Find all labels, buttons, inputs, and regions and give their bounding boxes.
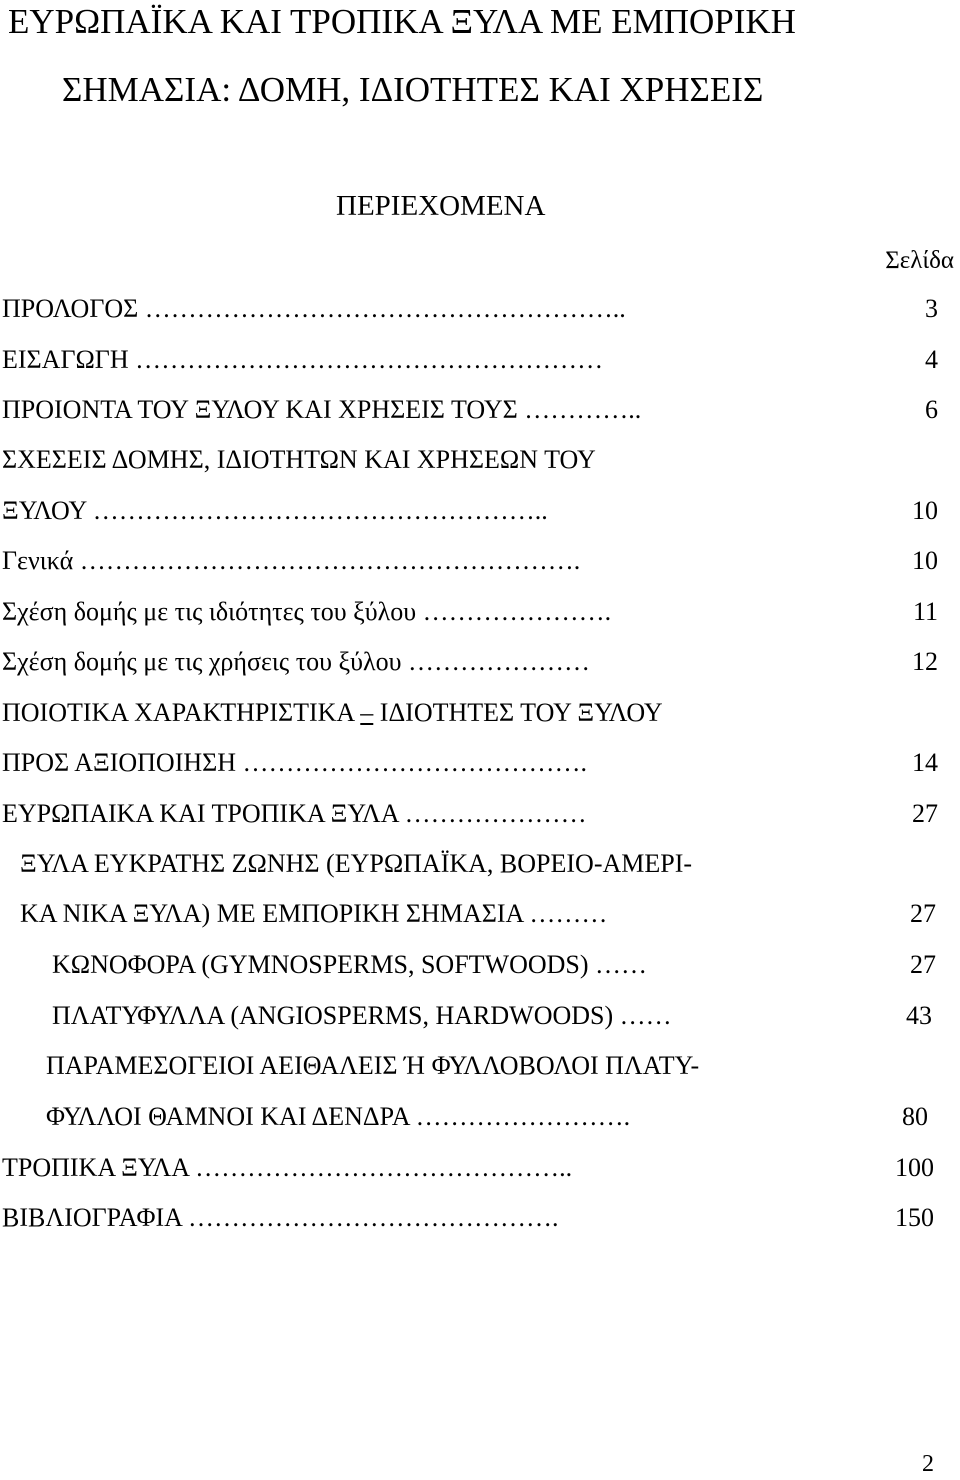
toc-entry-european-tropical-woods: ΕΥΡΩΠΑΙΚΑ ΚΑΙ ΤΡΟΠΙΚΑ ΞΥΛΑ ………………… <box>2 799 587 828</box>
toc-entry-quality-characteristics-line-2: ΠΡΟΣ ΑΞΙΟΠΟΙΗΣΗ …………………………………. <box>2 748 588 777</box>
toc-entry-temperate-woods-line-2: ΚΑ ΝΙΚΑ ΞΥΛΑ) ΜΕ ΕΜΠΟΡΙΚΗ ΣΗΜΑΣΙΑ ……… <box>20 899 608 928</box>
page-column-label: Σελίδα <box>885 247 954 274</box>
toc-quality-text-after: ΙΔΙΟΤΗΤΕΣ ΤΟΥ ΞΥΛΟΥ <box>373 698 663 727</box>
toc-page-broadleaves: 43 <box>906 1001 932 1030</box>
toc-entry-structure-uses: Σχέση δομής με τις χρήσεις του ξύλου ………………… <box>2 647 590 676</box>
toc-entry-tropical-woods: ΤΡΟΠΙΚΑ ΞΥΛΑ …………………………………….. <box>2 1153 573 1182</box>
toc-page-introduction: 4 <box>925 345 938 374</box>
toc-page-european-tropical-woods: 27 <box>912 799 938 828</box>
toc-quality-dash: – <box>360 698 374 727</box>
toc-entry-structure-properties: Σχέση δομής με τις ιδιότητες του ξύλου …………………. <box>2 597 612 626</box>
toc-quality-text-before: ΠΟΙΟΤΙΚΑ ΧΑΡΑΚΤΗΡΙΣΤΙΚΑ <box>2 698 361 727</box>
toc-page-structure-relations: 10 <box>912 496 938 525</box>
toc-entry-introduction: ΕΙΣΑΓΩΓΗ ……………………………………………… <box>2 345 604 374</box>
toc-entry-prologue: ΠΡΟΛΟΓΟΣ ……………………………………………….. <box>2 294 626 323</box>
toc-entry-wood-products: ΠΡΟΙΟΝΤΑ ΤΟΥ ΞΥΛΟΥ ΚΑΙ ΧΡΗΣΕΙΣ ΤΟΥΣ ………….. <box>2 395 642 424</box>
toc-page-mediterranean: 80 <box>902 1102 928 1131</box>
document-title-line-2: ΣΗΜΑΣΙΑ: ΔΟΜΗ, ΙΔΙΟΤΗΤΕΣ ΚΑΙ ΧΡΗΣΕΙΣ <box>62 70 764 109</box>
contents-heading: ΠΕΡΙΕΧΟΜΕΝΑ <box>336 190 546 222</box>
toc-page-quality-characteristics: 14 <box>912 748 938 777</box>
toc-entry-temperate-woods-line-1: ΞΥΛΑ ΕΥΚΡΑΤΗΣ ΖΩΝΗΣ (ΕΥΡΩΠΑΪΚΑ, ΒΟΡΕΙΟ-ΑΜΕΡΙ- <box>20 849 693 878</box>
toc-page-temperate-woods: 27 <box>910 899 936 928</box>
toc-page-structure-uses: 12 <box>912 647 938 676</box>
toc-page-bibliography: 150 <box>895 1203 934 1232</box>
toc-page-structure-properties: 11 <box>912 597 938 626</box>
toc-entry-structure-relations-line-2: ΞΥΛΟΥ …………………………………………….. <box>2 496 548 525</box>
toc-entry-broadleaves: ΠΛΑΤΥΦΥΛΛΑ (ANGIOSPERMS, HARDWOODS) …… <box>52 1001 672 1030</box>
toc-entry-mediterranean-line-2: ΦΥΛΛΟΙ ΘΑΜΝΟΙ ΚΑΙ ΔΕΝΔΡΑ ……………………. <box>46 1102 631 1131</box>
document-title-line-1: ΕΥΡΩΠΑΪΚΑ ΚΑΙ ΤΡΟΠΙΚΑ ΞΥΛΑ ΜΕ ΕΜΠΟΡΙΚΗ <box>8 2 796 41</box>
toc-page-conifers: 27 <box>910 950 936 979</box>
toc-page-general: 10 <box>912 546 938 575</box>
toc-page-wood-products: 6 <box>925 395 938 424</box>
toc-entry-bibliography: ΒΙΒΛΙΟΓΡΑΦΙΑ ……………………………………. <box>2 1203 559 1232</box>
toc-entry-quality-characteristics-line-1 <box>2 700 663 726</box>
toc-entry-general: Γενικά …………………………………………………. <box>2 546 581 575</box>
footer-page-number: 2 <box>922 1451 934 1477</box>
toc-entry-conifers: ΚΩΝΟΦΟΡΑ (GYMNOSPERMS, SOFTWOODS) …… <box>52 950 648 979</box>
toc-entry-mediterranean-line-1: ΠΑΡΑΜΕΣΟΓΕΙΟΙ ΑΕΙΘΑΛΕΙΣ Ή ΦΥΛΛΟΒΟΛΟΙ ΠΛΑΤΥ- <box>46 1051 700 1080</box>
toc-page-prologue: 3 <box>925 294 938 323</box>
toc-entry-structure-relations-line-1: ΣΧΕΣΕΙΣ ΔΟΜΗΣ, ΙΔΙΟΤΗΤΩΝ ΚΑΙ ΧΡΗΣΕΩΝ ΤΟΥ <box>2 445 596 474</box>
toc-page-tropical-woods: 100 <box>895 1153 934 1182</box>
